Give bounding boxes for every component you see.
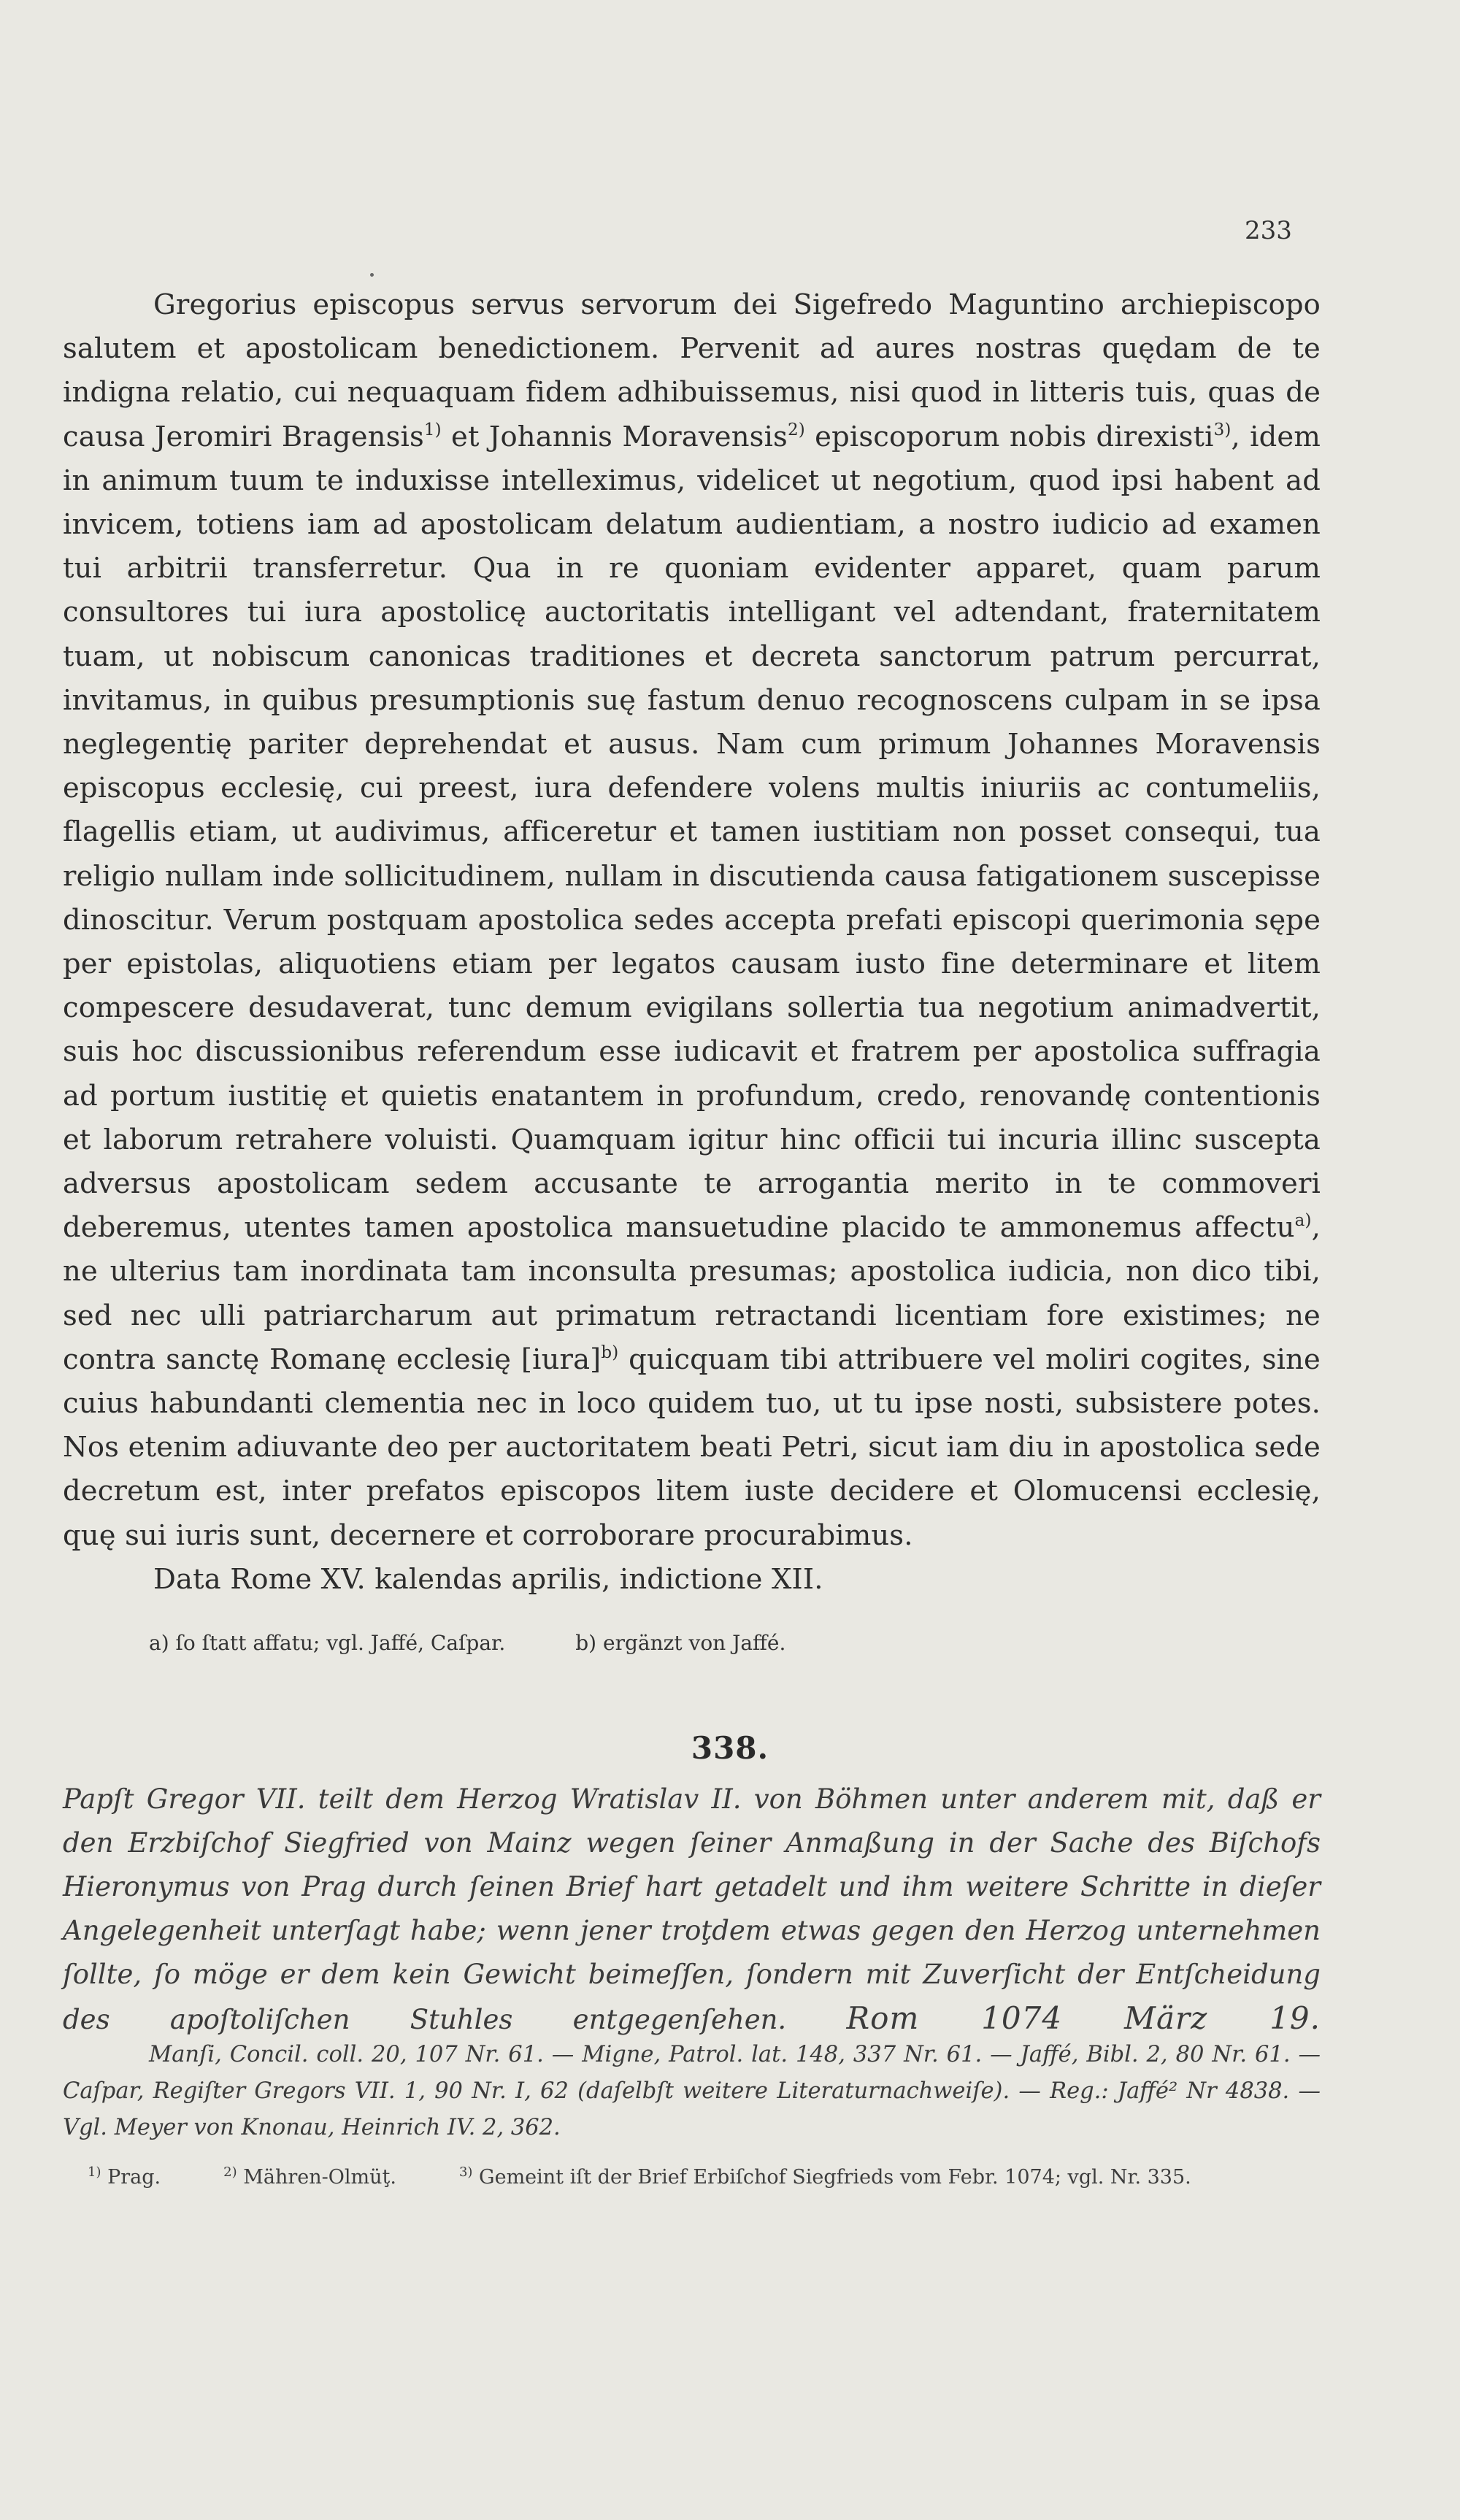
footnote-ref-2: 2) bbox=[787, 420, 805, 439]
letter-segment-6: quicquam tibi attribuere vel moliri cogites, sine cuius habundanti clementia nec in loco quidem tuo, ut tu ipse nosti, subsistere potes. Nos etenim adiuvante deo per auctoritatem beati Petri, sicut iam diu in apostolica sede decretum est, inter prefatos episcopos litem iuste decidere et Olomucensi ecclesię, quę sui iuris sunt, decernere et corroborare procurabimus. bbox=[63, 1342, 1321, 1552]
footnotes bbox=[63, 2159, 1321, 2196]
sources-text: Manſi, Concil. coll. 20, 107 Nr. 61. — Migne, Patrol. lat. 148, 337 Nr. 61. — Jaffé, Bibl. 2, 80 Nr. 61. — Caſpar, Regiſter Gregors VII. 1, 90 Nr. I, 62 (daſelbſt weitere Literaturnachweiſe). — Reg.: Jaffé² Nr 4838. — Vgl. Meyer von Knonau, Heinrich IV. 2, 362. bbox=[63, 2042, 1321, 2140]
source-references bbox=[63, 2037, 1321, 2146]
letter-segment-5: , ne ulterius tam inordinata tam inconsulta presumas; apostolica iudicia, non dico tibi, sed nec ulli patriarcharum aut primatum retractandi licentiam fore existimes; ne contra sanctę Romanę ecclesię [iura] bbox=[63, 1211, 1321, 1376]
footnote-2-mark: 2) bbox=[223, 2164, 237, 2180]
text-note-ref-b: b) bbox=[601, 1342, 619, 1362]
footnote-2-text: Mähren-Olmüţ. bbox=[243, 2166, 396, 2189]
print-speck bbox=[370, 273, 374, 277]
letter-datum: Data Rome XV. kalendas aprilis, indictione XII. bbox=[153, 1562, 823, 1596]
letter-paragraph bbox=[63, 283, 1321, 1558]
footnote-3 bbox=[459, 2166, 1191, 2189]
footnote-ref-3: 3) bbox=[1213, 420, 1232, 439]
page-number: 233 bbox=[1245, 216, 1292, 245]
footnote-1 bbox=[88, 2166, 161, 2189]
letter-segment-4: , idem in animum tuum te induxisse intelleximus, videlicet ut negotium, quod ipsi habent ad invicem, totiens iam ad apostolicam delatum audientiam, a nostro iudicio ad examen tui arbitrii transferretur. Qua in re quoniam evidenter apparet, quam parum consultores tui iura apostolicę auctoritatis intelligant vel adtendant, fraternitatem tuam, ut nobiscum canonicas traditiones et decreta sanctorum patrum percurrat, invitamus, in quibus presumptionis suę fastum denuo recognoscens culpam in se ipsa neglegentię pariter deprehendat et ausus. Nam cum primum Johannes Moravensis episcopus ecclesię, cui preest, iura defendere volens multis iniuriis ac contumeliis, flagellis etiam, ut audivimus, afficeretur et tamen iustitiam non posset consequi, tua religio nullam inde sollicitudinem, nullam in discutienda causa fatigationem suscepisse dinoscitur. Verum postquam apostolica sedes accepta prefati episcopi querimonia sępe per epistolas, aliquotiens etiam per legatos causam iusto fine determinare et litem compescere desudaverat, tunc demum evigilans sollertia tua negotium animadvertit, suis hoc discussionibus referendum esse iudicavit et fratrem per apostolica suffragia ad portum iustitię et quietis enatantem in profundum, credo, renovandę contentionis et laborum retrahere voluisti. Quamquam igitur hinc officii tui incuria illinc suscepta adversus apostolicam sedem accusante te arrogantia merito in te commoveri deberemus, utentes tamen apostolica mansuetudine placido te ammonemus affectu bbox=[63, 420, 1321, 1245]
footnote-3-text: Gemeint iſt der Brief Erbiſchof Siegfrieds vom Febr. 1074; vgl. Nr. 335. bbox=[479, 2166, 1191, 2189]
text-note-ref-a: a) bbox=[1294, 1211, 1312, 1231]
letter-segment-3: episcoporum nobis direxisti bbox=[804, 420, 1214, 453]
footnote-3-mark: 3) bbox=[458, 2164, 473, 2180]
footnote-1-text: Prag. bbox=[107, 2166, 161, 2189]
place-date: Rom 1074 März 19. bbox=[846, 2000, 1321, 2036]
text-notes bbox=[149, 1631, 785, 1655]
document-summary bbox=[63, 1778, 1321, 2042]
text-note-a: a) ſo ſtatt affatu; vgl. Jaffé, Caſpar. bbox=[149, 1631, 506, 1655]
summary-text: Papſt Gregor VII. teilt dem Herzog Wratislav II. von Böhmen unter anderem mit, daß er den Erzbiſchof Siegfried von Mainz wegen ſeiner Anmaßung in der Sache des Biſchofs Hieronymus von Prag durch ſeinen Brief hart getadelt und ihm weitere Schritte in dieſer Angelegenheit unterſagt habe; wenn jener troţdem etwas gegen den Herzog unternehmen ſollte, ſo möge er dem kein Gewicht beimeſſen, ſondern mit Zuverſicht der Entſcheidung des apoſtoliſchen Stuhles entgegenſehen. bbox=[63, 1783, 1321, 2035]
footnote-ref-1: 1) bbox=[423, 420, 442, 439]
text-note-b: b) ergänzt von Jaffé. bbox=[575, 1631, 786, 1655]
letter-segment-1: Gregorius episcopus servus servorum dei Sigefredo Maguntino archiepiscopo salutem et apostolicam benedictionem. Pervenit ad aures nostras quędam de te indigna relatio, cui nequaquam fidem adhibuissemus, nisi quod in litteris tuis, quas de causa Jeromiri Bragensis bbox=[63, 288, 1321, 453]
footnote-2 bbox=[223, 2166, 396, 2189]
letter-segment-2: et Johannis Moravensis bbox=[441, 420, 788, 453]
footnote-1-mark: 1) bbox=[88, 2164, 101, 2180]
document-number: 338. bbox=[691, 1730, 769, 1766]
letter-text bbox=[63, 283, 1321, 1602]
